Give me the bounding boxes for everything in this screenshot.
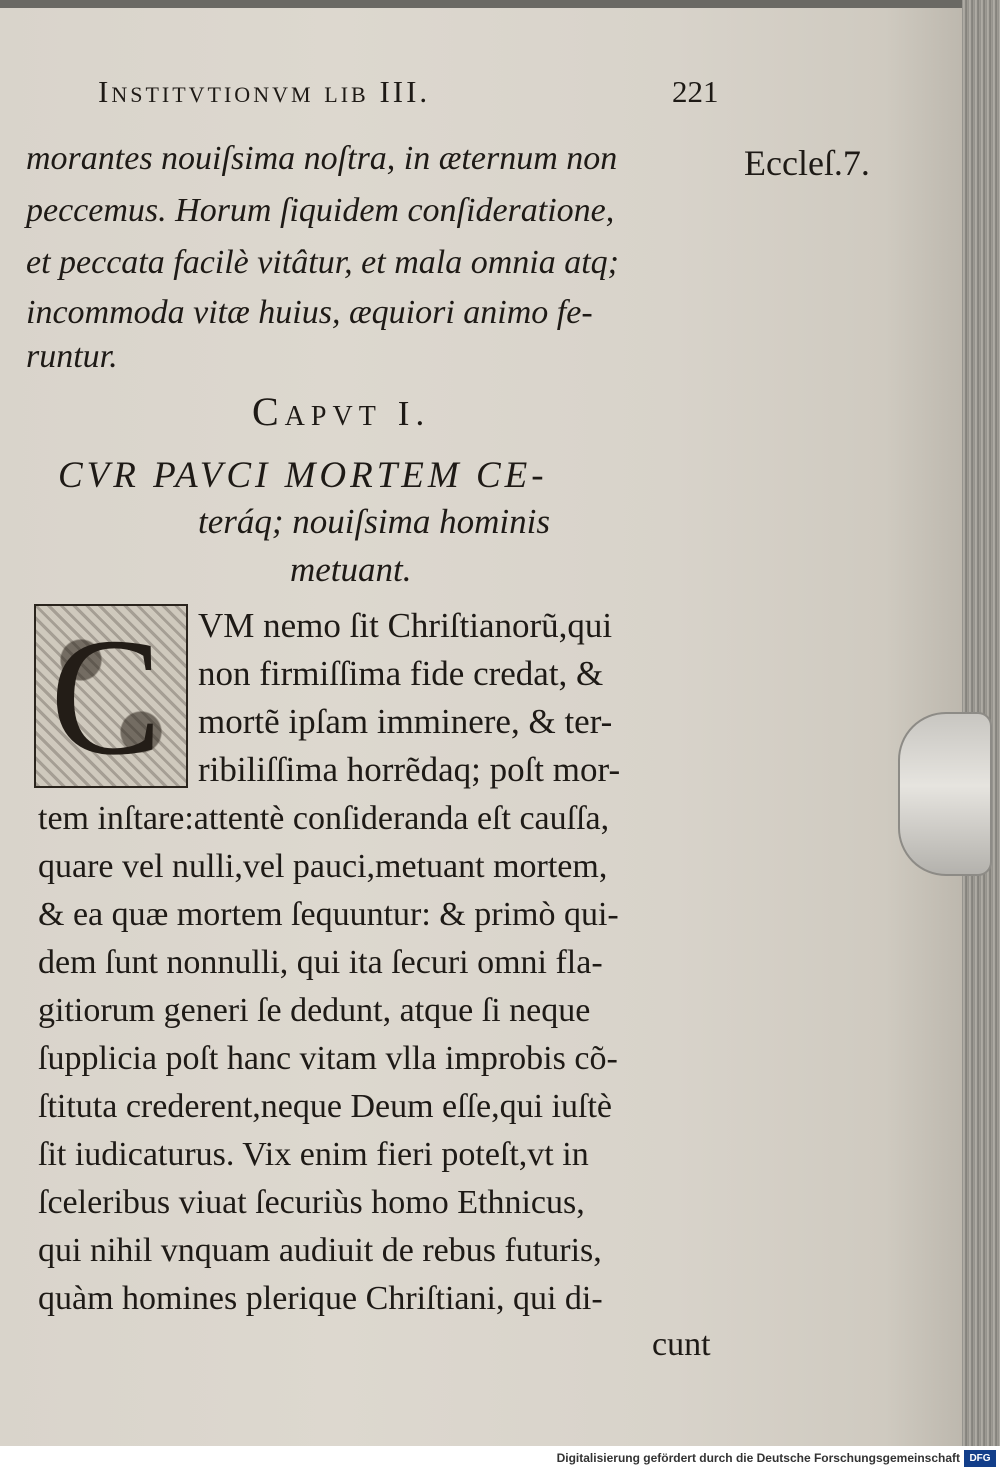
intro-line: runtur.: [26, 338, 118, 375]
intro-line: peccemus. Horum ſiquidem conſideratione,: [26, 192, 615, 229]
decorated-initial: [34, 604, 188, 788]
chapter-heading-numeral: I.: [397, 394, 431, 433]
chapter-title-line: metuant.: [290, 550, 412, 589]
body-line: dem ſunt nonnulli, qui ita ſecuri omni fla-: [38, 944, 603, 981]
marginal-note: Eccleſ.7.: [744, 143, 870, 183]
body-line: quàm homines plerique Chriſtiani, qui di-: [38, 1280, 603, 1317]
chapter-heading: [252, 388, 430, 435]
body-line: ſtituta crederent,neque Deum eſſe,qui iuſtè: [38, 1088, 612, 1125]
body-line: qui nihil vnquam audiuit de rebus futuris,: [38, 1232, 602, 1269]
page-number: 221: [672, 74, 719, 109]
body-line: tem inſtare:attentè conſideranda eſt cauſſa,: [38, 800, 610, 837]
body-line: ſit iudicaturus. Vix enim fieri poteſt,vt in: [38, 1136, 589, 1173]
body-line: quare vel nulli,vel pauci,metuant mortem,: [38, 848, 608, 885]
intro-line: et peccata facilè vitâtur, et mala omnia atq;: [26, 244, 619, 281]
page-clip: [898, 712, 992, 876]
chapter-title-line: CVR PAVCI MORTEM CE-: [58, 455, 548, 496]
book-page: [0, 8, 964, 1446]
body-line: ſupplicia poſt hanc vitam vlla improbis cõ-: [38, 1040, 618, 1077]
footer-bar: [0, 1446, 1000, 1472]
body-line: gitiorum generi ſe dedunt, atque ſi neque: [38, 992, 591, 1029]
funding-note: Digitalisierung gefördert durch die Deutsche Forschungsgemeinschaft: [556, 1451, 960, 1465]
dfg-logo: DFG: [964, 1450, 996, 1467]
body-line: non firmiſſima fide credat, &: [198, 654, 604, 693]
intro-line: morantes nouiſsima noſtra, in æternum non: [26, 140, 618, 177]
body-line: VM nemo ſit Chriſtianorũ,qui: [198, 606, 613, 645]
initial-letter: C: [50, 604, 163, 790]
intro-line: incommoda vitæ huius, æquiori animo fe-: [26, 294, 593, 331]
chapter-title-line: teráq; nouiſsima hominis: [198, 502, 550, 541]
body-line: & ea quæ mortem ſequuntur: & primò qui-: [38, 896, 619, 933]
body-line: ſceleribus viuat ſecuriùs homo Ethnicus,: [38, 1184, 585, 1221]
body-line: ribiliſſima horrẽdaq; poſt mor-: [198, 750, 621, 789]
chapter-heading-word: Capvt: [252, 389, 382, 434]
running-title: Institvtionvm lib III.: [98, 74, 431, 109]
body-line: mortẽ ipſam imminere, & ter-: [198, 702, 613, 741]
catchword: cunt: [652, 1326, 711, 1363]
